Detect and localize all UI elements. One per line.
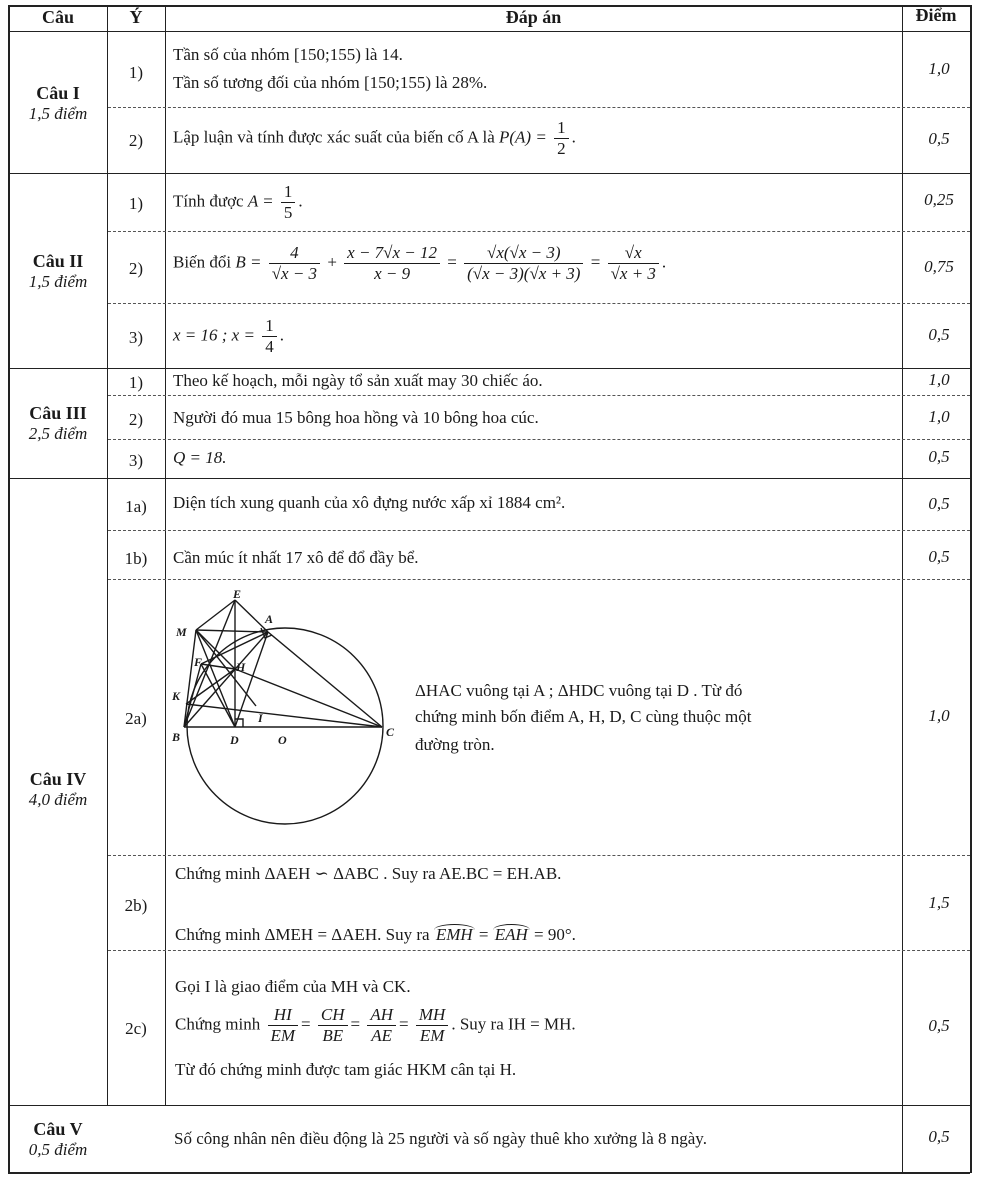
q2-r2-f4n: √x (608, 243, 659, 264)
label-d: D (230, 733, 239, 747)
q4-r2b-eq: = (478, 925, 489, 944)
q2-r2-frac3 (464, 243, 583, 284)
q4-bottom-border (8, 1105, 970, 1106)
q4-r1b-score: 0,5 (928, 547, 950, 566)
q3-r1-score: 1,0 (928, 370, 950, 389)
label-i: I (258, 711, 263, 725)
q1-r1-line2: Tần số tương đối của nhóm [150;155) là 28%. (173, 73, 488, 92)
q2-r1-score: 0,25 (924, 190, 954, 209)
q1-r2-fraction (554, 118, 569, 159)
q4-r2c-line2: Chứng minh $\frac{HI}{EM}$ = $\frac{CH}{BE}$ = $\frac{AH}{AE}$ = $\frac{MH}{EM}$ . Suy ra IH = MH. (175, 1005, 576, 1045)
q4-r2c-post: . Suy ra IH = MH. (451, 1014, 576, 1034)
q2-r1-post: . (298, 191, 303, 211)
q3-r2-index: 2) (128, 410, 144, 429)
q3-r2-text: Người đó mua 15 bông hoa hồng và 10 bông hoa cúc. (173, 408, 539, 427)
q1-r2-den: 2 (557, 139, 566, 158)
q4-r2c-frac1 (268, 1005, 299, 1046)
q4-r1b-text: Cần múc ít nhất 17 xô để đổ đầy bể. (173, 548, 419, 567)
q4-r2c-f2d: BE (322, 1026, 344, 1045)
label-o: O (278, 733, 287, 747)
q4-r1a-index: 1a) (125, 497, 147, 516)
q4-r2b-score: 1,5 (928, 893, 950, 912)
header-dapan: Đáp án (505, 7, 562, 27)
q1-r1-score: 1,0 (928, 59, 950, 78)
segment-ea (235, 600, 268, 632)
q4-r2b-index: 2b) (124, 896, 148, 915)
q4-row-separator-4 (108, 950, 970, 951)
q2-r2-frac1 (269, 243, 320, 284)
header-cau: Câu (41, 7, 74, 27)
q4-title: Câu IV (29, 769, 87, 789)
q4-r2c-f4d: EM (419, 1026, 445, 1045)
q2-r2-f3n: √x(√x − 3) (464, 243, 583, 264)
label-f: F (194, 655, 203, 669)
q2-r2-pre: Biến đổi (173, 252, 232, 272)
q2-r1-index: 1) (128, 194, 144, 213)
q1-r2-pre: Lập luận và tính được xác suất của biến cố A là (173, 127, 495, 147)
q2-r1-answer (173, 182, 303, 223)
label-a: A (265, 612, 274, 626)
q4-r2c-frac4 (416, 1005, 448, 1046)
q3-r1-text: Theo kế hoạch, mỗi ngày tổ sản xuất may 30 chiếc áo. (173, 371, 543, 390)
q2-r2-f1n: 4 (269, 243, 320, 264)
q4-r2c-f2n: CH (318, 1005, 348, 1026)
q3-r2-score: 1,0 (928, 407, 950, 426)
geometry-figure (168, 586, 404, 854)
q4-r2c-score: 0,5 (928, 1016, 950, 1035)
table-border-right (970, 5, 972, 1173)
q1-points: 1,5 điểm (28, 104, 88, 123)
q4-r2c-frac3 (367, 1005, 396, 1046)
col-divider-y (165, 5, 166, 1106)
q4-row-separator-2 (108, 579, 970, 580)
q2-r2-f3d: (√x − 3)(√x + 3) (467, 264, 581, 283)
label-c: C (386, 725, 395, 739)
q3-r3-text: Q = 18. (173, 448, 227, 467)
q1-row-separator (108, 107, 970, 108)
q2-r3-num: 1 (262, 316, 277, 337)
q1-r2-post: . (571, 127, 576, 147)
q4-r2b-line2 (175, 924, 576, 946)
q1-title: Câu I (36, 83, 80, 103)
q3-title: Câu III (29, 403, 87, 423)
q2-r2-answer (173, 243, 666, 284)
q1-r2-answer (173, 118, 576, 159)
q4-r2c-f1n: HI (268, 1005, 299, 1026)
q1-r1-index: 1) (128, 63, 144, 82)
segment-ac (268, 632, 382, 727)
q4-label (5, 768, 111, 810)
q2-r2-frac2 (344, 243, 440, 284)
q1-r2-score: 0,5 (928, 129, 950, 148)
q2-r2-index: 2) (128, 259, 144, 278)
q3-row-separator-1 (108, 395, 970, 396)
segment-kh (186, 669, 235, 704)
q2-title: Câu II (32, 251, 84, 271)
q4-r2b-angle1: EMH (435, 925, 473, 944)
header-diem: Điểm (915, 5, 957, 25)
q5-text: Số công nhân nên điều động là 25 người và số ngày thuê kho xưởng là 8 ngày. (174, 1129, 707, 1148)
q2-points: 1,5 điểm (28, 272, 88, 291)
q4-r2c-f3n: AH (367, 1005, 396, 1026)
q1-r2-index: 2) (128, 131, 144, 150)
q2-r2-f2d: x − 9 (374, 264, 411, 283)
q5-title: Câu V (33, 1119, 83, 1139)
q2-r2-plus: + (327, 252, 337, 272)
q4-r2a-score: 1,0 (928, 706, 950, 725)
q4-r1a-score: 0,5 (928, 494, 950, 513)
q2-r1-lhs: A = (247, 191, 274, 211)
q2-r2-post: . (661, 252, 667, 272)
label-b: B (172, 730, 181, 744)
q5-score: 0,5 (928, 1127, 950, 1146)
q4-r1a-text: Diện tích xung quanh của xô đựng nước xấp xỉ 1884 cm². (173, 493, 566, 512)
q4-r2a-index: 2a) (125, 709, 147, 728)
col-divider-diem (902, 5, 903, 1173)
q2-r2-lhs: B = (235, 252, 262, 272)
q2-r2-f1d: √x − 3 (271, 264, 318, 283)
q3-row-separator-2 (108, 439, 970, 440)
q4-r2c-frac2 (318, 1005, 348, 1046)
q2-r1-pre: Tính được (173, 191, 244, 211)
q4-r2b-line1: Chứng minh ΔAEH ∽ ΔABC . Suy ra AE.BC = EH.AB. (175, 864, 562, 883)
q1-bottom-border (8, 173, 970, 174)
q3-r1-index: 1) (128, 373, 144, 392)
segment-md (196, 630, 235, 727)
label-m: M (176, 625, 187, 639)
q2-r3-lhs: x = 16 ; x = (173, 325, 255, 345)
q4-r2c-line3: Từ đó chứng minh được tam giác HKM cân tại H. (175, 1060, 517, 1079)
table-border-left (8, 5, 10, 1173)
segment-ma (196, 630, 268, 632)
q4-r2a-line3: đường tròn. (415, 735, 495, 754)
q1-r2-num: 1 (554, 118, 569, 139)
header-divider (8, 31, 970, 32)
q1-label (5, 82, 111, 124)
q4-r1b-index: 1b) (124, 549, 148, 568)
q3-r3-index: 3) (128, 451, 144, 470)
q2-r3-score: 0,5 (928, 325, 950, 344)
q2-r2-f2n: x − 7√x − 12 (344, 243, 440, 264)
q2-r3-den: 4 (265, 337, 274, 356)
q3-label (5, 402, 111, 444)
table-border-bottom (8, 1172, 970, 1174)
q4-r2c-f1d: EM (270, 1026, 296, 1045)
q4-r2c-f3d: AE (371, 1026, 393, 1045)
q4-r2a-line1: ΔHAC vuông tại A ; ΔHDC vuông tại D . Từ đó (415, 681, 743, 700)
q4-r2a-line2: chứng minh bốn điểm A, H, D, C cùng thuộc một (415, 707, 752, 726)
q2-r2-eq1: = (447, 252, 457, 272)
q4-r2c-index: 2c) (125, 1019, 147, 1038)
q3-bottom-border (8, 478, 970, 479)
q1-r1-line1: Tần số của nhóm [150;155) là 14. (173, 45, 403, 64)
q2-r2-frac4 (608, 243, 659, 284)
q2-row-separator-2 (108, 303, 970, 304)
q2-r1-num: 1 (281, 182, 296, 203)
q4-r2b-line2-pre: Chứng minh ΔMEH = ΔAEH. Suy ra (175, 925, 430, 944)
label-k: K (172, 689, 181, 703)
q2-r2-f4d: √x + 3 (610, 264, 656, 283)
q4-r2c-line1: Gọi I là giao điểm của MH và CK. (175, 977, 411, 996)
q3-points: 2,5 điểm (28, 424, 88, 443)
q2-r3-answer (173, 316, 284, 357)
q4-r2c-pre: Chứng minh (175, 1014, 261, 1034)
q2-r3-post: . (279, 325, 284, 345)
q5-label (5, 1118, 111, 1160)
q2-row-separator-1 (108, 231, 970, 232)
q4-r2b-angle2: EAH (494, 925, 528, 944)
q2-r1-fraction (281, 182, 296, 223)
q2-r2-eq2: = (590, 252, 601, 272)
q2-r2-score: 0,75 (924, 257, 954, 276)
q5-points: 0,5 điểm (28, 1140, 88, 1159)
header-y: Ý (129, 7, 143, 27)
q4-r2c-f4n: MH (416, 1005, 448, 1026)
label-e: E (233, 587, 242, 601)
q4-row-separator-1 (108, 530, 970, 531)
q2-r3-fraction (262, 316, 277, 357)
q3-r3-score: 0,5 (928, 447, 950, 466)
q1-r2-lhs: P(A) = (499, 127, 547, 147)
q4-r2b-line2-post: = 90°. (534, 925, 576, 944)
label-h: H (236, 660, 246, 674)
q2-r1-den: 5 (283, 203, 293, 222)
q4-row-separator-3 (108, 855, 970, 856)
q4-points: 4,0 điểm (28, 790, 88, 809)
q2-r3-index: 3) (128, 328, 144, 347)
q2-label (5, 250, 111, 292)
